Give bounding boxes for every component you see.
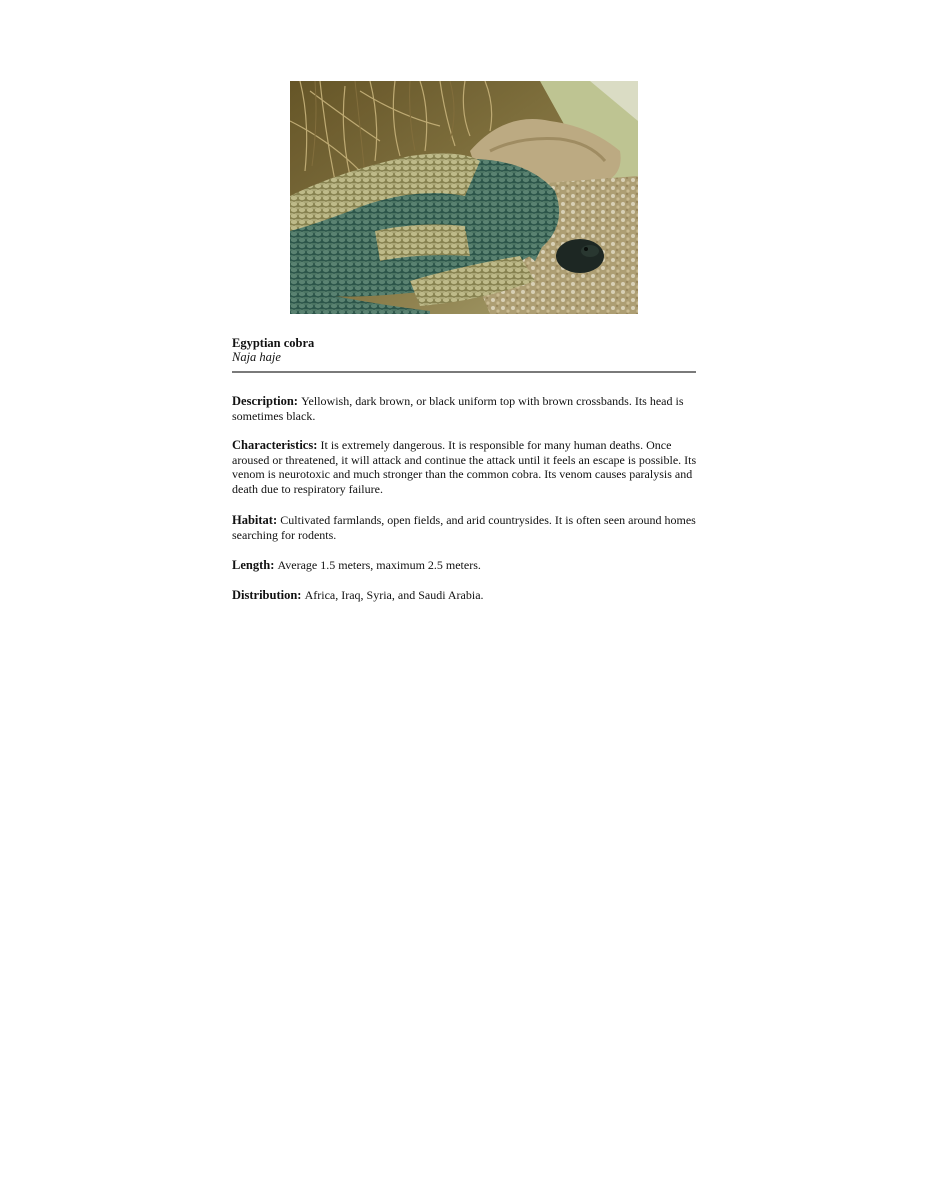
snake-photo [290, 81, 638, 314]
length-label: Length: [232, 558, 278, 572]
characteristics-label: Characteristics: [232, 438, 321, 452]
description-section [232, 394, 697, 423]
common-name: Egyptian cobra [232, 336, 315, 350]
characteristics-text: It is extremely dangerous. It is responsible for many human deaths. Once aroused or threatened, it will attack and continue the attack until it feels an escape is possible. Its venom is neurotoxic and much stronger than the common cobra. Its venom causes paralysis and death due to respiratory failure. [232, 438, 697, 496]
species-heading [232, 336, 696, 364]
scientific-name: Naja haje [232, 350, 281, 364]
divider [232, 371, 696, 373]
description-text: Yellowish, dark brown, or black uniform top with brown crossbands. Its head is sometimes black. [232, 394, 684, 423]
habitat-section [232, 513, 697, 542]
description-label: Description: [232, 394, 302, 408]
distribution-label: Distribution: [232, 588, 305, 602]
habitat-label: Habitat: [232, 513, 281, 527]
length-section [232, 558, 697, 573]
distribution-section [232, 588, 697, 603]
habitat-text: Cultivated farmlands, open fields, and arid countrysides. It is often seen around homes searching for rodents. [232, 513, 696, 542]
distribution-text: Africa, Iraq, Syria, and Saudi Arabia. [304, 588, 484, 602]
characteristics-section [232, 438, 697, 496]
length-text: Average 1.5 meters, maximum 2.5 meters. [277, 558, 481, 572]
